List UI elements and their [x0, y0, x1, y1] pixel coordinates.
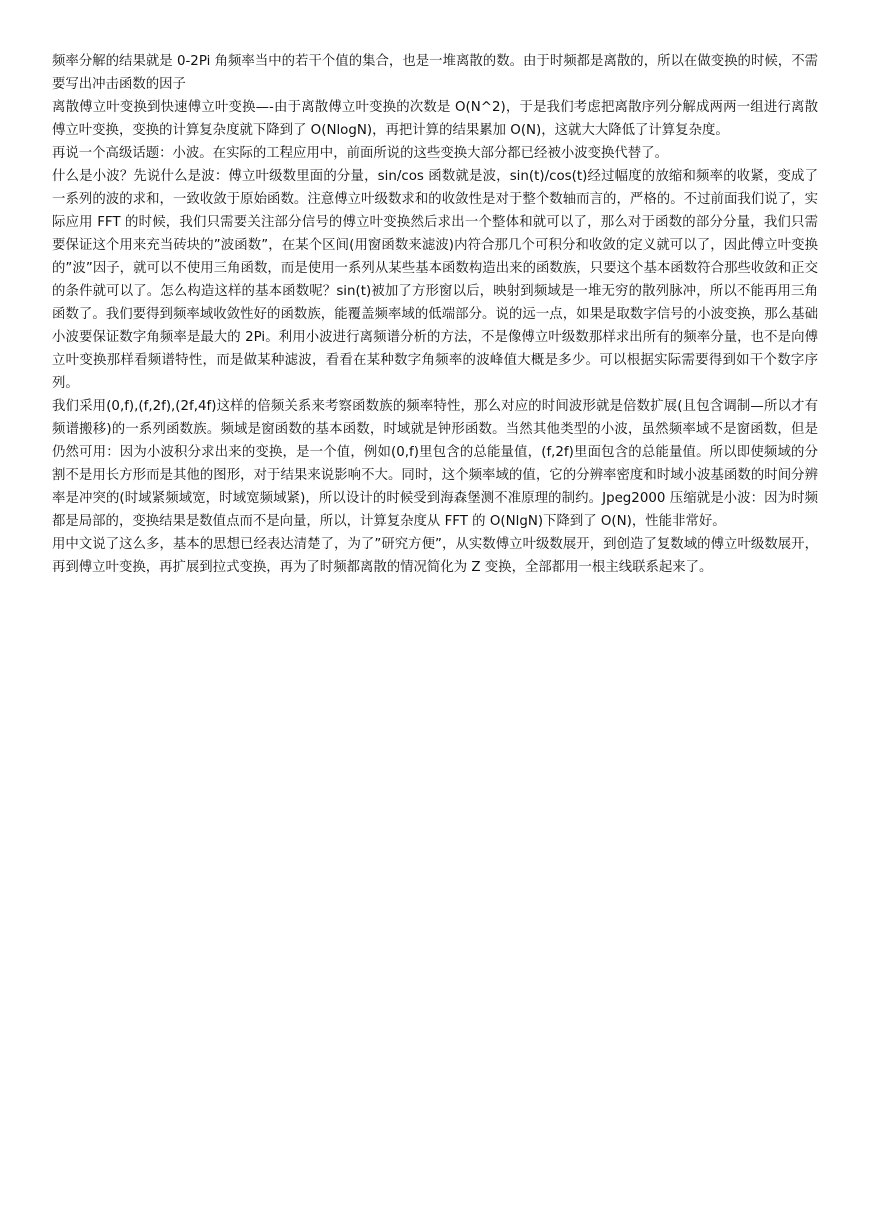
paragraph-what-is-wavelet: 什么是小波？先说什么是波：傅立叶级数里面的分量，sin/cos 函数就是波，sin(t)/cos(t)经过幅度的放缩和频率的收紧，变成了一系列的波的求和，一致收敛于原始函数。注意傅立叶级数求和的收敛性是对于整个数轴而言的，严格的。不过前面我们说了，实际应用 FFT 的时候，我们只需要关注部分信号的傅立叶变换然后求出一个整体和就可以了，那么对于函数的部分分量，我们只需要保证这个用来充当砖块的”波函数”，在某个区间(用窗函数来滤波)内符合那几个可积分和收敛的定义就可以了，因此傅立叶变换的”波”因子，就可以不使用三角函数，而是使用一系列从某些基本函数构造出来的函数族，只要这个基本函数符合那些收敛和正交的条件就可以了。怎么构造这样的基本函数呢？sin(t)被加了方形窗以后，映射到频域是一堆无穷的散列脉冲，所以不能再用三角函数了。我们要得到频率域收敛性好的函数族，能覆盖频率域的低端部分。说的远一点，如果是取数字信号的小波变换，那么基础小波要保证数字角频率是最大的 2Pi。利用小波进行离频谱分析的方法，不是像傅立叶级数那样求出所有的频率分量，也不是向傅立叶变换那样看频谱特性，而是做某种滤波，看看在某种数字角频率的波峰值大概是多少。可以根据实际需要得到如干个数字序列。: [52, 169, 818, 391]
paragraph-frequency-decomposition: 频率分解的结果就是 0-2Pi 角频率当中的若干个值的集合，也是一堆离散的数。由于时频都是离散的，所以在做变换的时候，不需要写出冲击函数的因子: [52, 54, 818, 92]
paragraph-wavelet-intro: 再说一个高级话题：小波。在实际的工程应用中，前面所说的这些变换大部分都已经被小波变换代替了。: [52, 146, 668, 161]
document-body: [52, 50, 818, 579]
paragraph-dft-to-fft: 离散傅立叶变换到快速傅立叶变换—-由于离散傅立叶变换的次数是 O(N^2)，于是我们考虑把离散序列分解成两两一组进行离散傅立叶变换，变换的计算复杂度就下降到了 O(NlogN)，再把计算的结果累加 O(N)，这就大大降低了计算复杂度。: [52, 100, 818, 138]
paragraph-summary: 用中文说了这么多，基本的思想已经表达清楚了，为了”研究方便”，从实数傅立叶级数展开，到创造了复数域的傅立叶级数展开，再到傅立叶变换，再扩展到拉式变换，再为了时频都离散的情况简化为 Z 变换，全部都用一根主线联系起来了。: [52, 537, 818, 575]
paragraph-octave-bands: 我们采用(0,f),(f,2f),(2f,4f)这样的倍频关系来考察函数族的频率特性，那么对应的时间波形就是倍数扩展(且包含调制—所以才有频谱搬移)的一系列函数族。频域是窗函数的基本函数，时域就是钟形函数。当然其他类型的小波，虽然频率域不是窗函数，但是仍然可用：因为小波积分求出来的变换，是一个值，例如(0,f)里包含的总能量值，(f,2f)里面包含的总能量值。所以即使频域的分割不是用长方形而是其他的图形，对于结果来说影响不大。同时，这个频率域的值，它的分辨率密度和时域小波基函数的时间分辨率是冲突的(时域紧频域宽，时域宽频域紧)，所以设计的时候受到海森堡测不准原理的制约。Jpeg2000 压缩就是小波：因为时频都是局部的，变换结果是数值点而不是向量，所以，计算复杂度从 FFT 的 O(NlgN)下降到了 O(N)，性能非常好。: [52, 399, 818, 529]
